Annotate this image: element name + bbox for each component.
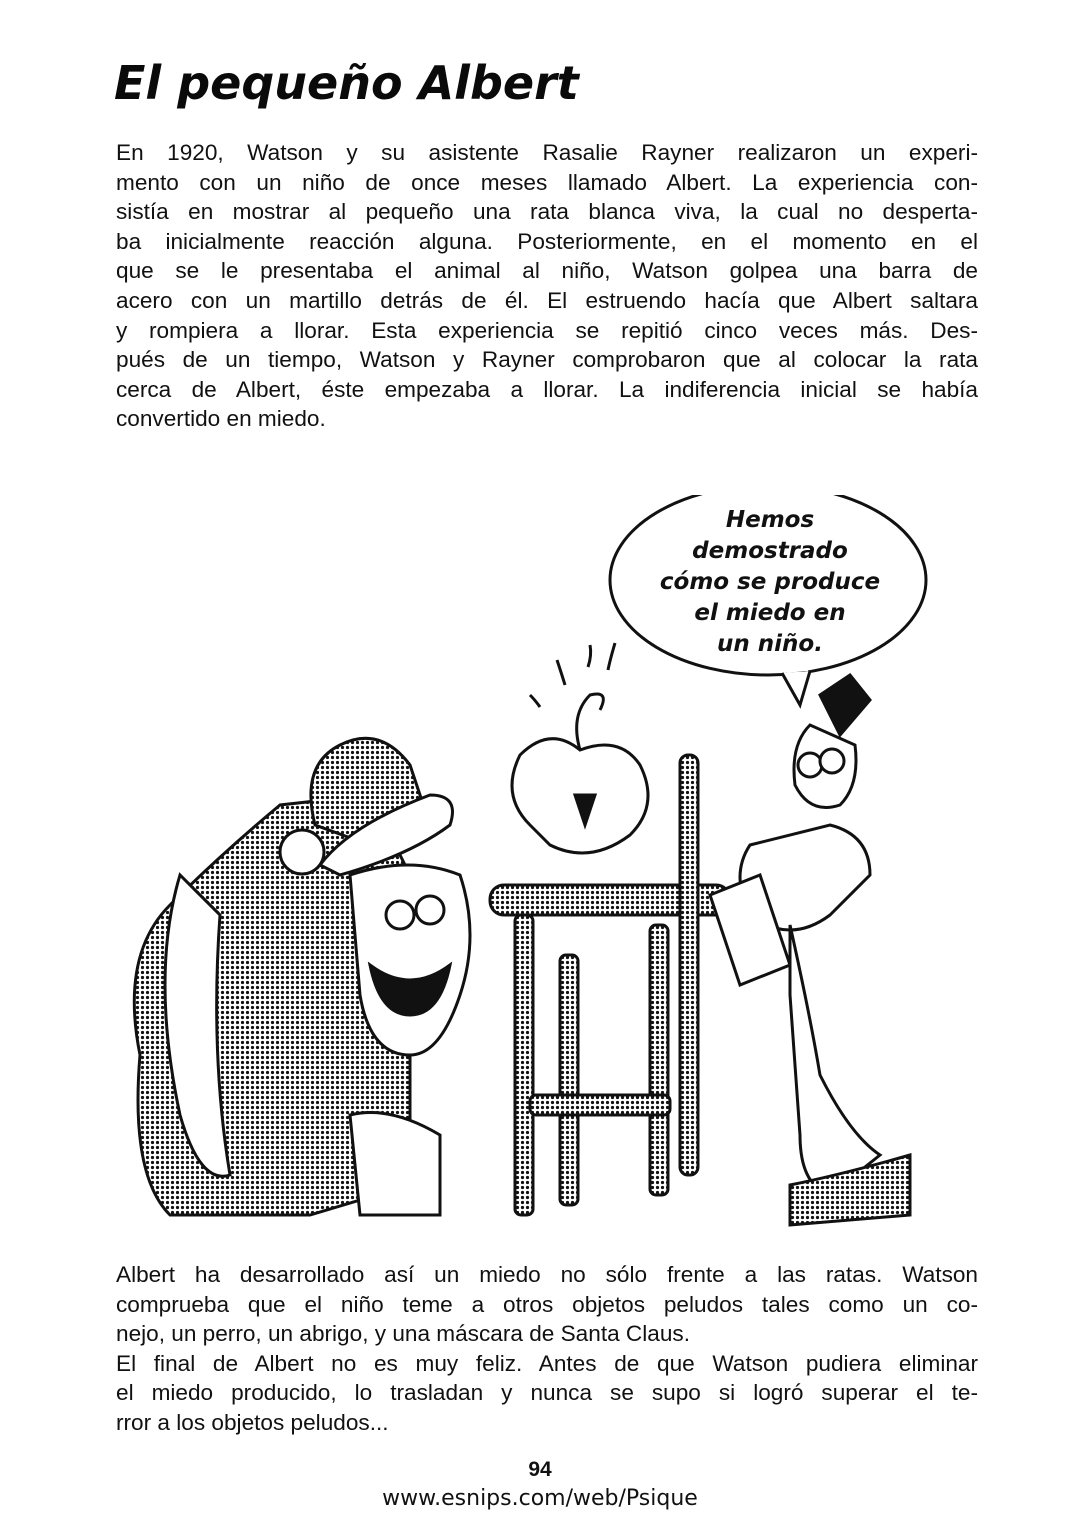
- woman-assistant-figure: [710, 675, 910, 1225]
- text-line: pués de un tiempo, Watson y Rayner comprobaron que al colocar la rata: [116, 347, 978, 373]
- text-line: Albert ha desarrollado así un miedo no sólo frente a las ratas. Watson: [116, 1262, 978, 1287]
- text-line: rror a los objetos peludos...: [116, 1409, 389, 1435]
- text-line: cerca de Albert, éste empezaba a llorar. La indiferencia inicial se había: [116, 376, 978, 402]
- text-line: mento con un niño de once meses llamado Albert. La experiencia con-: [116, 169, 978, 195]
- text-line: y rompiera a llorar. Esta experiencia se repitió cinco veces más. Des-: [116, 317, 978, 343]
- speech-line: un niño.: [717, 631, 823, 657]
- speech-line: el miedo en: [694, 600, 846, 626]
- text-line: que se le presentaba el animal al niño, Watson golpea una barra de: [116, 258, 978, 284]
- text-line: El final de Albert no es muy feliz. Antes de que Watson pudiera eliminar: [116, 1350, 978, 1376]
- speech-line: Hemos: [725, 507, 815, 533]
- speech-line: cómo se produce: [659, 569, 881, 595]
- outro-paragraph: [116, 1260, 978, 1438]
- footer-url: www.esnips.com/web/Psique: [382, 1486, 698, 1511]
- intro-paragraph: [116, 138, 978, 434]
- crying-baby-figure: [512, 643, 648, 853]
- text-line: sistía en mostrar al pequeño una rata blanca viva, la cual no desperta-: [116, 199, 978, 225]
- text-line: ba inicialmente reacción alguna. Posteriormente, en el momento en el: [116, 228, 978, 254]
- page-number: 94: [528, 1458, 552, 1481]
- page-title: El pequeño Albert: [114, 56, 579, 110]
- text-line: En 1920, Watson y su asistente Rasalie Rayner realizaron un experi-: [116, 140, 978, 165]
- text-line: acero con un martillo detrás de él. El estruendo hacía que Albert saltara: [116, 287, 978, 313]
- speech-bubble: [620, 505, 920, 660]
- text-line: convertido en miedo.: [116, 406, 326, 432]
- text-line: el miedo producido, lo trasladan y nunca se supo si logró superar el te-: [116, 1380, 978, 1406]
- speech-line: demostrado: [692, 538, 848, 564]
- text-line: nejo, un perro, un abrigo, y una máscara de Santa Claus.: [116, 1321, 690, 1347]
- santa-claus-figure: [134, 738, 470, 1215]
- text-line: comprueba que el niño teme a otros objetos peludos tales como un co-: [116, 1291, 978, 1317]
